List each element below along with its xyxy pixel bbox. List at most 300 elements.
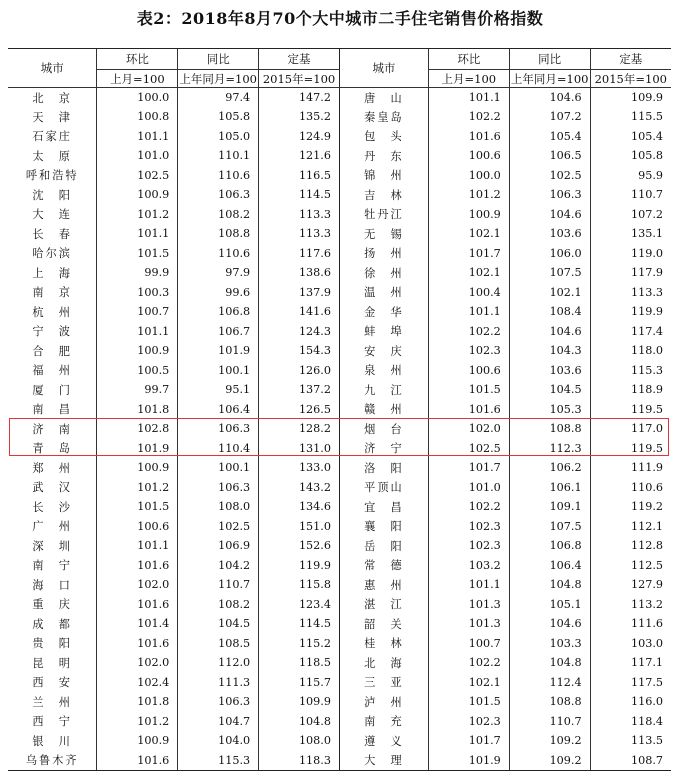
header-base-left: 定基	[259, 49, 340, 70]
base-value-left: 113.3	[259, 205, 340, 225]
yoy-value-right: 112.3	[509, 439, 590, 459]
base-value-left: 118.5	[259, 653, 340, 673]
yoy-value-right: 106.1	[509, 478, 590, 498]
city-name-right: 九 江	[339, 380, 428, 400]
base-value-right: 108.7	[590, 751, 671, 771]
mom-value-left: 101.8	[97, 692, 178, 712]
mom-value-right: 101.9	[428, 751, 509, 771]
mom-value-left: 100.0	[97, 88, 178, 108]
mom-value-left: 100.9	[97, 341, 178, 361]
mom-value-right: 101.7	[428, 458, 509, 478]
base-value-right: 127.9	[590, 575, 671, 595]
mom-value-left: 101.6	[97, 751, 178, 771]
header-yoy-sub-left: 上年同月=100	[179, 71, 257, 86]
mom-value-left: 101.4	[97, 614, 178, 634]
yoy-value-left: 97.4	[178, 88, 259, 108]
mom-value-left: 100.5	[97, 361, 178, 381]
city-name-left: 厦 门	[32, 383, 72, 397]
base-value-right: 105.4	[590, 127, 671, 147]
table-row	[8, 556, 671, 576]
mom-value-right: 101.0	[428, 478, 509, 498]
city-name-left: 深 圳	[32, 539, 72, 553]
table-row	[8, 380, 671, 400]
city-name-left: 北 京	[32, 91, 72, 105]
yoy-value-right: 108.8	[509, 419, 590, 439]
city-name-right: 无 锡	[339, 224, 428, 244]
table-row	[8, 127, 671, 147]
table-row	[8, 419, 671, 439]
mom-value-right: 101.5	[428, 692, 509, 712]
yoy-value-right: 109.1	[509, 497, 590, 517]
base-value-left: 137.9	[259, 283, 340, 303]
mom-value-left: 102.0	[97, 575, 178, 595]
base-value-left: 131.0	[259, 439, 340, 459]
yoy-value-left: 106.3	[178, 692, 259, 712]
mom-value-right: 100.0	[428, 166, 509, 186]
city-name-left: 长 春	[32, 227, 72, 241]
city-name-left: 宁 波	[32, 325, 72, 339]
base-value-right: 119.0	[590, 244, 671, 264]
city-name-right: 韶 关	[339, 614, 428, 634]
yoy-value-right: 105.3	[509, 400, 590, 420]
city-name-left: 重 庆	[32, 598, 72, 612]
yoy-value-right: 106.3	[509, 185, 590, 205]
base-value-right: 117.5	[590, 673, 671, 693]
header-mom-sub-left: 上月=100	[97, 70, 178, 88]
mom-value-left: 100.8	[97, 107, 178, 127]
mom-value-right: 101.1	[428, 88, 509, 108]
yoy-value-left: 97.9	[178, 263, 259, 283]
yoy-value-left: 104.5	[178, 614, 259, 634]
base-value-right: 111.9	[590, 458, 671, 478]
yoy-value-right: 104.5	[509, 380, 590, 400]
yoy-value-right: 104.6	[509, 322, 590, 342]
city-name-right: 徐 州	[339, 263, 428, 283]
table-row	[8, 244, 671, 264]
city-name-right: 烟 台	[339, 419, 428, 439]
mom-value-left: 101.2	[97, 478, 178, 498]
city-name-right: 吉 林	[339, 185, 428, 205]
base-value-left: 123.4	[259, 595, 340, 615]
base-value-left: 143.2	[259, 478, 340, 498]
yoy-value-right: 105.4	[509, 127, 590, 147]
city-name-left: 广 州	[32, 520, 72, 534]
base-value-right: 110.6	[590, 478, 671, 498]
mom-value-right: 100.7	[428, 634, 509, 654]
base-value-right: 103.0	[590, 634, 671, 654]
table-row	[8, 536, 671, 556]
mom-value-right: 102.1	[428, 224, 509, 244]
base-value-left: 108.0	[259, 731, 340, 751]
base-value-left: 152.6	[259, 536, 340, 556]
table-row	[8, 400, 671, 420]
header-base-sub-left: 2015年=100	[259, 70, 340, 88]
mom-value-left: 101.2	[97, 205, 178, 225]
city-name-right: 泸 州	[339, 692, 428, 712]
header-mom-right: 环比	[428, 49, 509, 70]
base-value-right: 109.9	[590, 88, 671, 108]
city-name-left: 西 安	[32, 676, 72, 690]
city-name-right: 唐 山	[339, 88, 428, 108]
base-value-right: 118.4	[590, 712, 671, 732]
yoy-value-right: 104.8	[509, 653, 590, 673]
base-value-right: 115.3	[590, 361, 671, 381]
mom-value-left: 100.3	[97, 283, 178, 303]
table-row	[8, 712, 671, 732]
mom-value-right: 100.6	[428, 146, 509, 166]
yoy-value-right: 103.6	[509, 361, 590, 381]
base-value-left: 154.3	[259, 341, 340, 361]
yoy-value-right: 108.4	[509, 302, 590, 322]
city-name-left: 哈尔滨	[32, 247, 72, 261]
yoy-value-left: 106.7	[178, 322, 259, 342]
mom-value-right: 102.3	[428, 712, 509, 732]
yoy-value-right: 107.2	[509, 107, 590, 127]
header-city-left: 城市	[8, 49, 97, 88]
city-name-right: 丹 东	[339, 146, 428, 166]
yoy-value-left: 106.3	[178, 185, 259, 205]
city-name-left: 海 口	[32, 578, 72, 592]
base-value-left: 134.6	[259, 497, 340, 517]
yoy-value-right: 108.8	[509, 692, 590, 712]
city-name-left: 太 原	[32, 149, 72, 163]
base-value-left: 121.6	[259, 146, 340, 166]
table-row	[8, 263, 671, 283]
price-index-table	[8, 48, 671, 771]
mom-value-right: 102.2	[428, 107, 509, 127]
table-row	[8, 634, 671, 654]
base-value-right: 117.9	[590, 263, 671, 283]
yoy-value-left: 106.3	[178, 419, 259, 439]
base-value-right: 115.5	[590, 107, 671, 127]
yoy-value-right: 109.2	[509, 731, 590, 751]
city-name-left: 呼和浩特	[25, 169, 79, 183]
city-name-left: 贵 阳	[32, 637, 72, 651]
yoy-value-left: 104.0	[178, 731, 259, 751]
mom-value-left: 102.8	[97, 419, 178, 439]
city-name-right: 襄 阳	[339, 517, 428, 537]
mom-value-left: 102.5	[97, 166, 178, 186]
mom-value-left: 99.9	[97, 263, 178, 283]
yoy-value-right: 104.6	[509, 205, 590, 225]
base-value-left: 137.2	[259, 380, 340, 400]
yoy-value-left: 110.7	[178, 575, 259, 595]
base-value-left: 113.3	[259, 224, 340, 244]
base-value-right: 119.5	[590, 439, 671, 459]
mom-value-left: 101.1	[97, 536, 178, 556]
yoy-value-right: 104.8	[509, 575, 590, 595]
city-name-left: 大 连	[32, 208, 72, 222]
base-value-right: 118.0	[590, 341, 671, 361]
city-name-right: 平顶山	[339, 478, 428, 498]
base-value-right: 117.1	[590, 653, 671, 673]
table-row	[8, 731, 671, 751]
city-name-right: 济 宁	[339, 439, 428, 459]
city-name-right: 洛 阳	[339, 458, 428, 478]
table-row	[8, 692, 671, 712]
yoy-value-right: 107.5	[509, 263, 590, 283]
mom-value-left: 100.7	[97, 302, 178, 322]
mom-value-left: 101.5	[97, 244, 178, 264]
city-name-left: 西 宁	[32, 715, 72, 729]
mom-value-right: 102.1	[428, 673, 509, 693]
city-name-right: 包 头	[339, 127, 428, 147]
table-row	[8, 361, 671, 381]
city-name-right: 岳 阳	[339, 536, 428, 556]
mom-value-right: 100.4	[428, 283, 509, 303]
header-yoy-sub-right: 上年同月=100	[510, 71, 589, 86]
mom-value-left: 101.6	[97, 634, 178, 654]
base-value-right: 112.8	[590, 536, 671, 556]
yoy-value-right: 103.6	[509, 224, 590, 244]
base-value-right: 112.1	[590, 517, 671, 537]
yoy-value-right: 105.1	[509, 595, 590, 615]
city-name-right: 大 理	[339, 751, 428, 771]
table-row	[8, 653, 671, 673]
base-value-right: 118.9	[590, 380, 671, 400]
city-name-right: 桂 林	[339, 634, 428, 654]
mom-value-left: 101.6	[97, 595, 178, 615]
city-name-right: 惠 州	[339, 575, 428, 595]
mom-value-right: 102.3	[428, 517, 509, 537]
mom-value-left: 100.9	[97, 458, 178, 478]
table-row	[8, 341, 671, 361]
yoy-value-right: 104.3	[509, 341, 590, 361]
base-value-right: 119.9	[590, 302, 671, 322]
mom-value-right: 101.3	[428, 614, 509, 634]
city-name-right: 安 庆	[339, 341, 428, 361]
base-value-left: 109.9	[259, 692, 340, 712]
header-base-right: 定基	[590, 49, 671, 70]
yoy-value-left: 108.0	[178, 497, 259, 517]
base-value-left: 118.3	[259, 751, 340, 771]
table-row	[8, 517, 671, 537]
yoy-value-right: 102.5	[509, 166, 590, 186]
yoy-value-left: 112.0	[178, 653, 259, 673]
yoy-value-left: 105.0	[178, 127, 259, 147]
yoy-value-left: 104.7	[178, 712, 259, 732]
yoy-value-left: 108.8	[178, 224, 259, 244]
yoy-value-left: 111.3	[178, 673, 259, 693]
city-name-left: 石家庄	[32, 130, 72, 144]
mom-value-right: 101.5	[428, 380, 509, 400]
table-row	[8, 614, 671, 634]
base-value-right: 113.5	[590, 731, 671, 751]
mom-value-right: 101.7	[428, 731, 509, 751]
table-body	[8, 88, 671, 771]
yoy-value-left: 100.1	[178, 361, 259, 381]
mom-value-right: 102.3	[428, 536, 509, 556]
base-value-right: 113.2	[590, 595, 671, 615]
city-name-right: 南 充	[339, 712, 428, 732]
city-name-right: 北 海	[339, 653, 428, 673]
table-row	[8, 302, 671, 322]
yoy-value-right: 106.8	[509, 536, 590, 556]
base-value-left: 114.5	[259, 185, 340, 205]
city-name-right: 温 州	[339, 283, 428, 303]
mom-value-right: 100.9	[428, 205, 509, 225]
city-name-left: 长 沙	[32, 500, 72, 514]
mom-value-right: 101.2	[428, 185, 509, 205]
base-value-right: 117.4	[590, 322, 671, 342]
city-name-left: 天 津	[32, 110, 72, 124]
yoy-value-left: 108.2	[178, 205, 259, 225]
table-row	[8, 224, 671, 244]
mom-value-left: 100.9	[97, 185, 178, 205]
yoy-value-right: 112.4	[509, 673, 590, 693]
mom-value-right: 102.2	[428, 497, 509, 517]
base-value-left: 133.0	[259, 458, 340, 478]
table-row	[8, 322, 671, 342]
city-name-right: 锦 州	[339, 166, 428, 186]
yoy-value-left: 110.6	[178, 244, 259, 264]
city-name-left: 郑 州	[32, 461, 72, 475]
mom-value-left: 101.2	[97, 712, 178, 732]
mom-value-left: 101.1	[97, 127, 178, 147]
yoy-value-left: 101.9	[178, 341, 259, 361]
header-mom-left: 环比	[97, 49, 178, 70]
mom-value-right: 102.0	[428, 419, 509, 439]
mom-value-right: 101.6	[428, 127, 509, 147]
yoy-value-right: 106.2	[509, 458, 590, 478]
base-value-left: 104.8	[259, 712, 340, 732]
table-row	[8, 205, 671, 225]
base-value-right: 119.2	[590, 497, 671, 517]
city-name-right: 遵 义	[339, 731, 428, 751]
base-value-left: 119.9	[259, 556, 340, 576]
base-value-left: 124.3	[259, 322, 340, 342]
table-row	[8, 595, 671, 615]
yoy-value-left: 104.2	[178, 556, 259, 576]
base-value-left: 126.5	[259, 400, 340, 420]
mom-value-right: 101.3	[428, 595, 509, 615]
table-row	[8, 146, 671, 166]
header-yoy-right: 同比	[509, 49, 590, 70]
base-value-left: 115.8	[259, 575, 340, 595]
city-name-right: 宜 昌	[339, 497, 428, 517]
base-value-right: 110.7	[590, 185, 671, 205]
mom-value-right: 101.1	[428, 302, 509, 322]
city-name-right: 常 德	[339, 556, 428, 576]
mom-value-left: 100.9	[97, 731, 178, 751]
table-row	[8, 439, 671, 459]
mom-value-right: 102.2	[428, 653, 509, 673]
yoy-value-left: 108.5	[178, 634, 259, 654]
yoy-value-right: 106.0	[509, 244, 590, 264]
city-name-left: 青 岛	[32, 442, 72, 456]
table-row	[8, 575, 671, 595]
header-city-right: 城市	[339, 49, 428, 88]
table-row	[8, 673, 671, 693]
table-row	[8, 166, 671, 186]
mom-value-left: 101.1	[97, 224, 178, 244]
base-value-right: 113.3	[590, 283, 671, 303]
city-name-left: 南 宁	[32, 559, 72, 573]
table-row	[8, 751, 671, 771]
base-value-right: 119.5	[590, 400, 671, 420]
header-base-sub-right: 2015年=100	[590, 70, 671, 88]
base-value-left: 135.2	[259, 107, 340, 127]
table-row	[8, 478, 671, 498]
base-value-left: 128.2	[259, 419, 340, 439]
city-name-left: 南 昌	[32, 403, 72, 417]
city-name-right: 赣 州	[339, 400, 428, 420]
city-name-right: 湛 江	[339, 595, 428, 615]
city-name-right: 蚌 埠	[339, 322, 428, 342]
city-name-left: 济 南	[32, 422, 72, 436]
city-name-left: 合 肥	[32, 344, 72, 358]
base-value-left: 114.5	[259, 614, 340, 634]
yoy-value-right: 107.5	[509, 517, 590, 537]
mom-value-left: 101.9	[97, 439, 178, 459]
yoy-value-right: 104.6	[509, 614, 590, 634]
yoy-value-left: 106.8	[178, 302, 259, 322]
mom-value-right: 102.2	[428, 322, 509, 342]
base-value-right: 116.0	[590, 692, 671, 712]
mom-value-right: 102.5	[428, 439, 509, 459]
yoy-value-left: 105.8	[178, 107, 259, 127]
mom-value-right: 101.7	[428, 244, 509, 264]
table-row	[8, 458, 671, 478]
mom-value-right: 101.6	[428, 400, 509, 420]
table-row	[8, 185, 671, 205]
city-name-left: 昆 明	[32, 656, 72, 670]
yoy-value-left: 100.1	[178, 458, 259, 478]
mom-value-left: 100.6	[97, 517, 178, 537]
header-mom-sub-right: 上月=100	[428, 70, 509, 88]
base-value-right: 95.9	[590, 166, 671, 186]
base-value-left: 147.2	[259, 88, 340, 108]
base-value-left: 126.0	[259, 361, 340, 381]
mom-value-left: 101.1	[97, 322, 178, 342]
base-value-right: 107.2	[590, 205, 671, 225]
city-name-left: 武 汉	[32, 481, 72, 495]
table-row	[8, 497, 671, 517]
mom-value-left: 101.0	[97, 146, 178, 166]
city-name-left: 沈 阳	[32, 188, 72, 202]
table-row	[8, 107, 671, 127]
mom-value-left: 102.4	[97, 673, 178, 693]
city-name-right: 扬 州	[339, 244, 428, 264]
yoy-value-left: 95.1	[178, 380, 259, 400]
yoy-value-left: 115.3	[178, 751, 259, 771]
mom-value-right: 102.1	[428, 263, 509, 283]
base-value-left: 115.7	[259, 673, 340, 693]
yoy-value-left: 110.6	[178, 166, 259, 186]
city-name-left: 南 京	[32, 286, 72, 300]
base-value-right: 112.5	[590, 556, 671, 576]
yoy-value-left: 106.4	[178, 400, 259, 420]
yoy-value-left: 99.6	[178, 283, 259, 303]
yoy-value-right: 102.1	[509, 283, 590, 303]
base-value-right: 117.0	[590, 419, 671, 439]
base-value-left: 151.0	[259, 517, 340, 537]
table-row	[8, 88, 671, 108]
page-title: 表2：2018年8月70个大中城市二手住宅销售价格指数	[136, 9, 544, 28]
city-name-left: 成 都	[32, 617, 72, 631]
yoy-value-right: 104.6	[509, 88, 590, 108]
mom-value-left: 102.0	[97, 653, 178, 673]
city-name-left: 兰 州	[32, 695, 72, 709]
yoy-value-left: 102.5	[178, 517, 259, 537]
base-value-right: 105.8	[590, 146, 671, 166]
mom-value-right: 101.1	[428, 575, 509, 595]
yoy-value-right: 103.3	[509, 634, 590, 654]
yoy-value-left: 110.1	[178, 146, 259, 166]
city-name-left: 银 川	[32, 734, 72, 748]
yoy-value-right: 106.4	[509, 556, 590, 576]
city-name-right: 牡丹江	[339, 205, 428, 225]
